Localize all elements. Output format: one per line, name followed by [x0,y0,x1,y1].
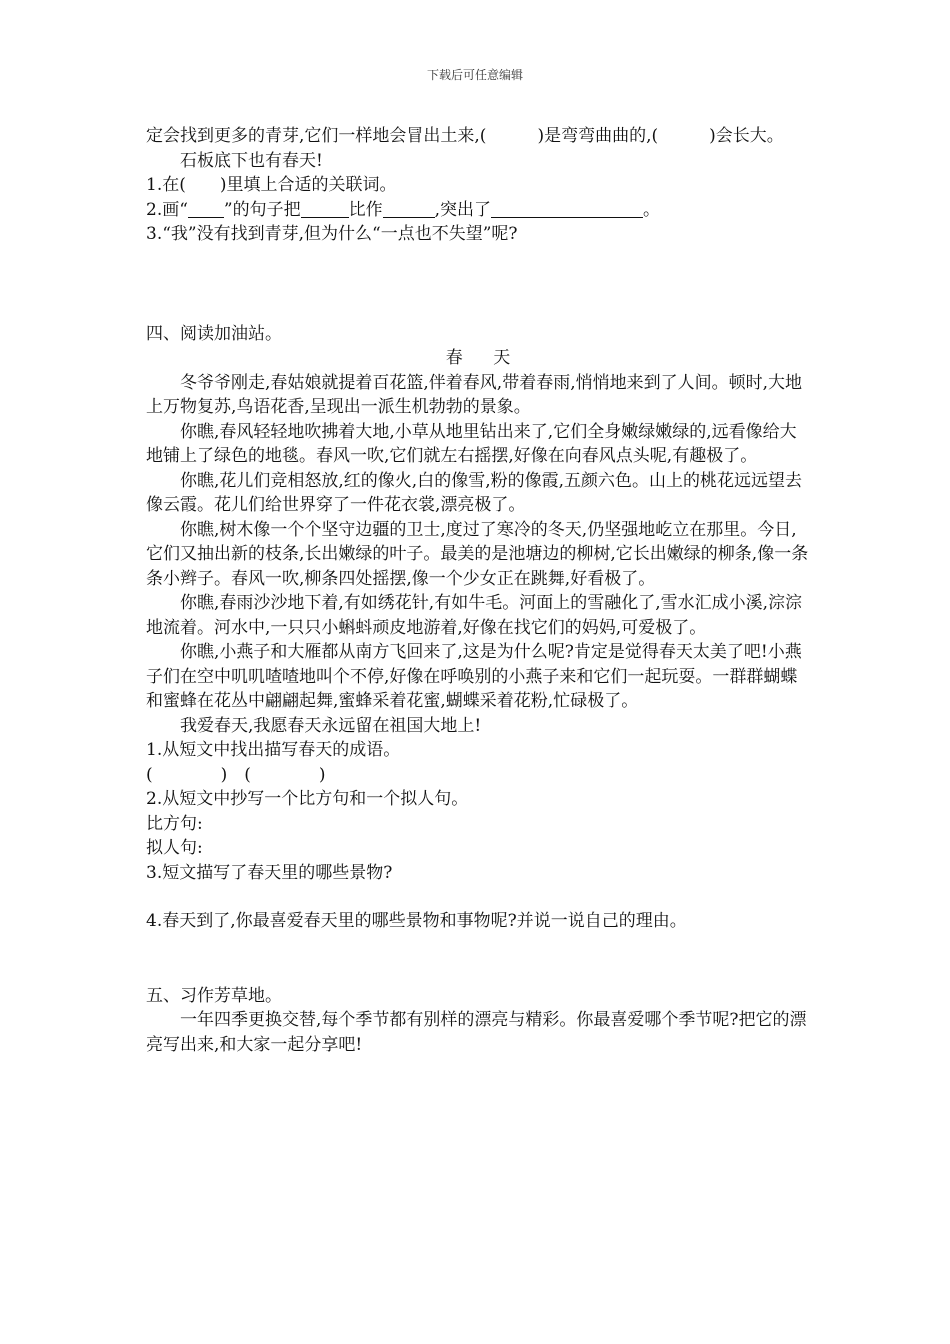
answer-blank[interactable] [383,200,435,218]
passage-closing-line: 石板底下也有春天! [180,150,323,171]
answer-blank[interactable] [188,200,224,218]
question-3-3: 3.“我”没有找到青芽,但为什么“一点也不失望”呢? [146,224,518,244]
writing-prompt: 一年四季更换交替,每个季节都有别样的漂亮与精彩。你最喜爱哪个季节呢?把它的漂亮写出来,和大家一起分享吧! [146,1010,807,1055]
page-header: 下载后可任意编辑 [426,68,523,82]
answer-space[interactable] [146,885,810,909]
personification-answer-line[interactable]: 拟人句: [146,838,203,858]
passage-continuation: 定会找到更多的青芽,它们一样地会冒出土来,( )是弯弯曲曲的,( )会长大。 [146,126,784,146]
section-heading-reading: 四、阅读加油站。 [146,323,282,344]
idiom-answer-blanks[interactable]: ( ) ( ) [146,764,326,785]
section-heading-writing: 五、习作芳草地。 [146,985,282,1006]
article-paragraph: 你瞧,树木像一个个坚守边疆的卫士,度过了寒冷的冬天,仍坚强地屹立在那里。今日,它们又抽出新的枝条,长出嫩绿的叶子。最美的是池塘边的柳树,它长出嫩绿的柳条,像一条条小辫子。春风一吹,柳条四处摇摆,像一个少女正在跳舞,好看极了。 [146,519,809,589]
question-3-2-part-a: 2.画“ [146,199,188,220]
article-paragraph: 你瞧,花儿们竞相怒放,红的像火,白的像雪,粉的像霞,五颜六色。山上的桃花远远望去像云霞。花儿们给世界穿了一件花衣裳,漂亮极了。 [146,470,803,515]
question-3-2-part-e: 。 [643,199,661,220]
question-3-2 [146,198,810,223]
question-3-2-part-c: 比作 [348,199,383,220]
question-4-4: 4.春天到了,你最喜爱春天里的哪些景物和事物呢?并说一说自己的理由。 [146,911,687,931]
article-paragraph: 冬爷爷刚走,春姑娘就提着百花篮,伴着春风,带着春雨,悄悄地来到了人间。顿时,大地上万物复苏,鸟语花香,呈现出一派生机勃勃的景象。 [146,372,803,417]
article-paragraph: 你瞧,春雨沙沙地下着,有如绣花针,有如牛毛。河面上的雪融化了,雪水汇成小溪,淙淙地流着。河水中,一只只小蝌蚪顽皮地游着,好像在找它们的妈妈,可爱极了。 [146,593,803,638]
article-paragraph: 你瞧,小燕子和大雁都从南方飞回来了,这是为什么呢?肯定是觉得春天太美了吧!小燕子们在空中叽叽喳喳地叫个不停,好像在呼唤别的小燕子来和它们一起玩耍。一群群蝴蝶和蜜蜂在花丛中翩翩起舞,蜜蜂采着花蜜,蝴蝶采着花粉,忙碌极了。 [146,642,802,711]
answer-blank[interactable] [301,200,349,218]
article-title: 春天 [445,348,541,368]
simile-answer-line[interactable]: 比方句: [146,813,203,834]
question-4-1: 1.从短文中找出描写春天的成语。 [146,740,401,760]
answer-space[interactable] [146,247,810,322]
article-paragraph: 你瞧,春风轻轻地吹拂着大地,小草从地里钻出来了,它们全身嫩绿嫩绿的,远看像给大地铺上了绿色的地毯。春风一吹,它们就左右摇摆,好像在向春风点头呢,有趣极了。 [146,421,797,466]
document-body [146,124,810,1057]
question-4-2: 2.从短文中抄写一个比方句和一个拟人句。 [146,789,469,809]
answer-space[interactable] [146,934,810,984]
answer-blank[interactable] [491,200,643,218]
question-3-2-part-b: ”的句子把 [223,199,301,220]
question-3-2-part-d: ,突出了 [434,199,492,220]
article-paragraph: 我爱春天,我愿春天永远留在祖国大地上! [180,715,482,736]
question-3-1: 1.在( )里填上合适的关联词。 [146,175,397,195]
question-4-3: 3.短文描写了春天里的哪些景物? [146,862,393,883]
